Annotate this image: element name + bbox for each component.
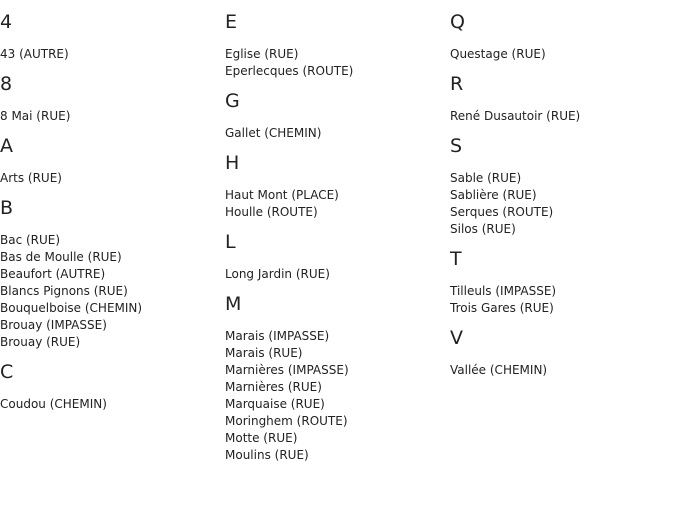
letter-group xyxy=(0,135,220,187)
street-link[interactable]: Eperlecques (ROUTE) xyxy=(225,64,354,78)
letter-heading: E xyxy=(225,11,238,33)
letter-heading: 4 xyxy=(0,11,13,33)
letter-heading: T xyxy=(450,248,462,270)
street-link[interactable]: Marnières (IMPASSE) xyxy=(225,363,349,377)
street-link[interactable]: Marquaise (RUE) xyxy=(225,397,325,411)
street-link[interactable]: 8 Mai (RUE) xyxy=(0,109,71,123)
street-link[interactable]: Arts (RUE) xyxy=(0,171,62,185)
street-link[interactable]: Coudou (CHEMIN) xyxy=(0,397,107,411)
street-link[interactable]: Beaufort (AUTRE) xyxy=(0,267,106,281)
street-link[interactable]: Eglise (RUE) xyxy=(225,47,299,61)
street-link[interactable]: Bas de Moulle (RUE) xyxy=(0,250,122,264)
street-link[interactable]: Sable (RUE) xyxy=(450,171,522,185)
street-link[interactable]: Motte (RUE) xyxy=(225,431,298,445)
street-link[interactable]: Sablière (RUE) xyxy=(450,188,537,202)
letter-group xyxy=(450,73,670,125)
letter-group xyxy=(0,197,220,351)
letter-group xyxy=(0,11,220,63)
letter-heading: G xyxy=(225,90,240,112)
letter-heading: Q xyxy=(450,11,465,33)
street-link[interactable]: Brouay (IMPASSE) xyxy=(0,318,107,332)
street-link[interactable]: Long Jardin (RUE) xyxy=(225,267,330,281)
street-link[interactable]: Brouay (RUE) xyxy=(0,335,81,349)
index-column-3 xyxy=(450,11,670,389)
letter-group xyxy=(225,231,445,283)
index-column-2 xyxy=(225,11,445,474)
street-link[interactable]: René Dusautoir (RUE) xyxy=(450,109,581,123)
letter-heading: C xyxy=(0,361,14,383)
letter-heading: 8 xyxy=(0,73,13,95)
street-link[interactable]: Haut Mont (PLACE) xyxy=(225,188,339,202)
street-link[interactable]: Silos (RUE) xyxy=(450,222,516,236)
street-link[interactable]: Moringhem (ROUTE) xyxy=(225,414,348,428)
letter-group xyxy=(225,11,445,80)
street-link[interactable]: Marais (IMPASSE) xyxy=(225,329,330,343)
letter-heading: A xyxy=(0,135,13,157)
letter-heading: S xyxy=(450,135,463,157)
street-link[interactable]: Bac (RUE) xyxy=(0,233,61,247)
street-link[interactable]: Tilleuls (IMPASSE) xyxy=(450,284,557,298)
letter-heading: R xyxy=(450,73,464,95)
letter-group xyxy=(450,135,670,238)
letter-heading: M xyxy=(225,293,242,315)
street-link[interactable]: Moulins (RUE) xyxy=(225,448,309,462)
street-link[interactable]: Serques (ROUTE) xyxy=(450,205,554,219)
letter-group xyxy=(225,293,445,464)
street-link[interactable]: Gallet (CHEMIN) xyxy=(225,126,322,140)
letter-group xyxy=(225,90,445,142)
street-link[interactable]: Trois Gares (RUE) xyxy=(450,301,554,315)
street-link[interactable]: Houlle (ROUTE) xyxy=(225,205,318,219)
letter-group xyxy=(0,73,220,125)
letter-group xyxy=(225,152,445,221)
street-link[interactable]: Bouquelboise (CHEMIN) xyxy=(0,301,143,315)
letter-group xyxy=(450,11,670,63)
letter-heading: B xyxy=(0,197,14,219)
street-link[interactable]: Marnières (RUE) xyxy=(225,380,322,394)
street-link[interactable]: Blancs Pignons (RUE) xyxy=(0,284,128,298)
street-link[interactable]: Vallée (CHEMIN) xyxy=(450,363,548,377)
letter-heading: H xyxy=(225,152,240,174)
letter-heading: L xyxy=(225,231,236,253)
letter-group xyxy=(450,327,670,379)
street-link[interactable]: Marais (RUE) xyxy=(225,346,303,360)
index-column-1 xyxy=(0,11,220,423)
letter-group xyxy=(450,248,670,317)
letter-group xyxy=(0,361,220,413)
letter-heading: V xyxy=(450,327,463,349)
street-link[interactable]: 43 (AUTRE) xyxy=(0,47,69,61)
street-link[interactable]: Questage (RUE) xyxy=(450,47,546,61)
